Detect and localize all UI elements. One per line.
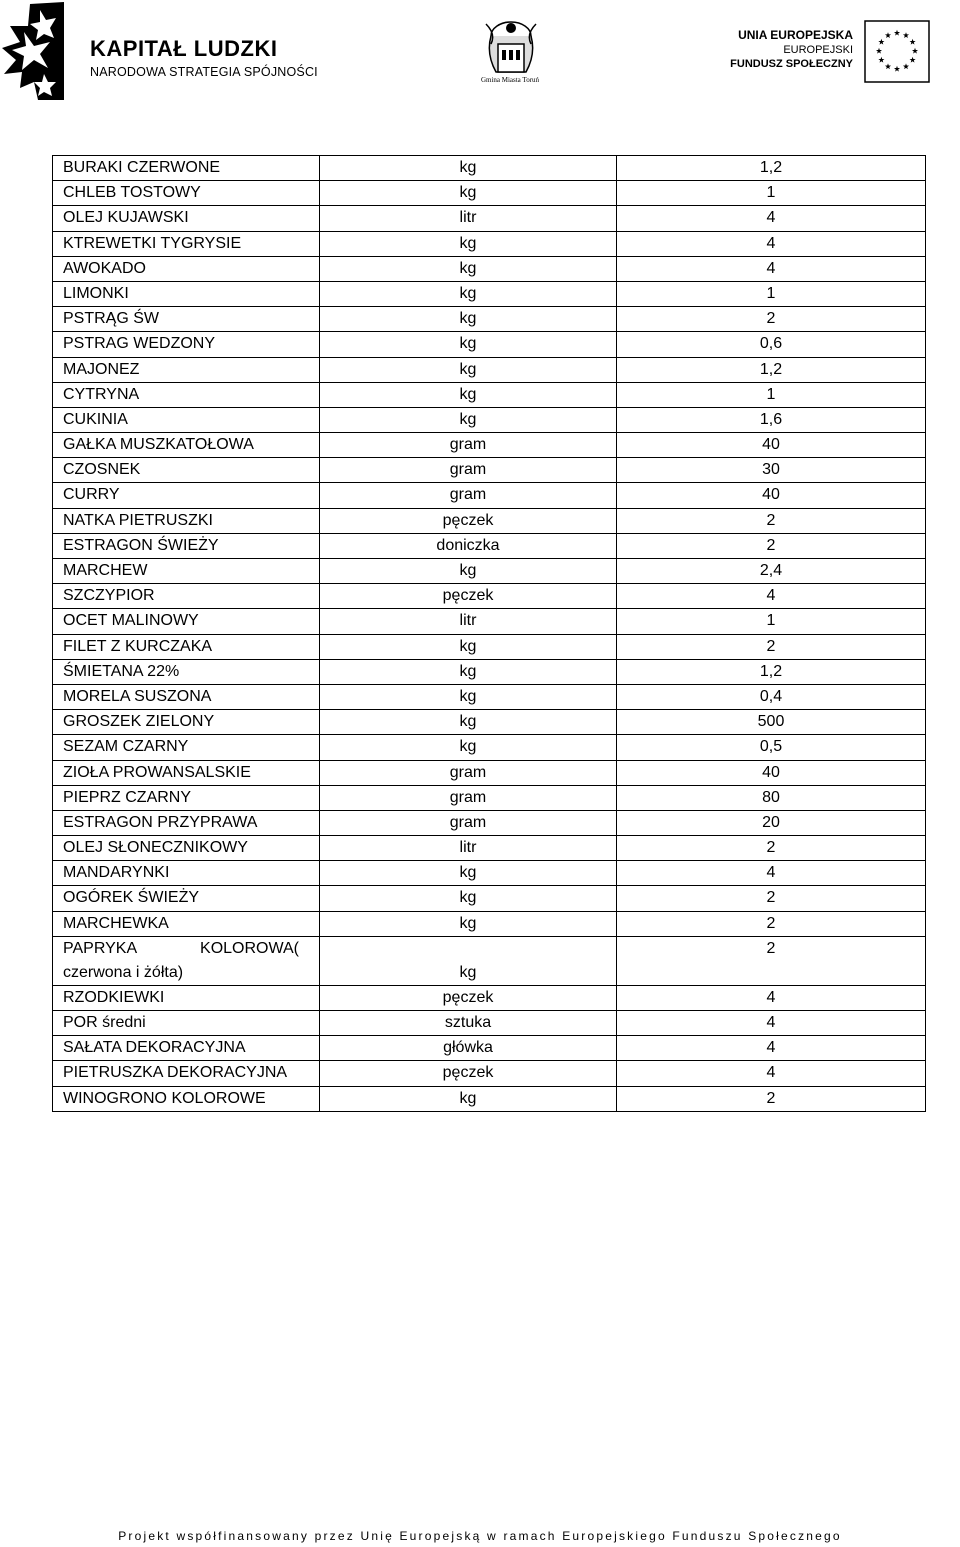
kapital-ludzki-emblem-icon (0, 2, 90, 102)
table-row (53, 407, 926, 432)
item-unit-cell: gram (320, 458, 617, 483)
table-row (53, 307, 926, 332)
item-name-cell: ESTRAGON PRZYPRAWA (53, 810, 320, 835)
item-qty-cell: 0,5 (617, 735, 926, 760)
item-unit-cell: kg (320, 886, 617, 911)
item-qty-cell: 1,2 (617, 659, 926, 684)
table-row (53, 508, 926, 533)
table-row (53, 760, 926, 785)
item-unit-cell: kg (320, 382, 617, 407)
item-name-cell: MAJONEZ (53, 357, 320, 382)
item-name-cell: AWOKADO (53, 256, 320, 281)
item-qty-cell: 2 (617, 634, 926, 659)
item-qty-cell: 2,4 (617, 559, 926, 584)
item-qty-cell: 4 (617, 985, 926, 1010)
item-name-cell: MARCHEW (53, 559, 320, 584)
item-name-cell: KTREWETKI TYGRYSIE (53, 231, 320, 256)
kapital-ludzki-subtitle: NARODOWA STRATEGIA SPÓJNOŚCI (90, 65, 318, 79)
table-row (53, 936, 926, 985)
item-qty-cell: 2 (617, 936, 926, 985)
item-unit-cell: kg (320, 156, 617, 181)
item-name-cell: GAŁKA MUSZKATOŁOWA (53, 433, 320, 458)
table-row (53, 332, 926, 357)
item-qty-cell: 2 (617, 533, 926, 558)
item-qty-cell: 4 (617, 1036, 926, 1061)
item-name-cell: MANDARYNKI (53, 861, 320, 886)
item-unit-cell: kg (320, 407, 617, 432)
item-unit-cell: pęczek (320, 985, 617, 1010)
item-qty-cell: 1,2 (617, 156, 926, 181)
item-unit-cell: litr (320, 836, 617, 861)
item-qty-cell: 2 (617, 836, 926, 861)
table-row (53, 256, 926, 281)
item-name-cell: CURRY (53, 483, 320, 508)
item-name: PAPRYKA KOLOROWA( (63, 939, 299, 957)
table-row (53, 911, 926, 936)
table-row (53, 785, 926, 810)
table-row (53, 559, 926, 584)
item-unit-cell: kg (320, 710, 617, 735)
item-name-cell: CYTRYNA (53, 382, 320, 407)
item-qty-cell: 1 (617, 382, 926, 407)
item-qty-cell: 30 (617, 458, 926, 483)
item-qty-cell: 500 (617, 710, 926, 735)
item-qty-cell: 0,6 (617, 332, 926, 357)
table-row (53, 1061, 926, 1086)
table-row (53, 156, 926, 181)
kapital-ludzki-title: KAPITAŁ LUDZKI (90, 36, 278, 61)
item-unit-cell: gram (320, 483, 617, 508)
item-unit-cell: główka (320, 1036, 617, 1061)
item-qty-cell: 4 (617, 206, 926, 231)
item-name-cell: RZODKIEWKI (53, 985, 320, 1010)
item-name-cell: MARCHEWKA (53, 911, 320, 936)
item-name-cell: SZCZYPIOR (53, 584, 320, 609)
item-name-cell: MORELA SUSZONA (53, 684, 320, 709)
item-name-cell: POR średni (53, 1011, 320, 1036)
item-name-cell (53, 936, 320, 985)
footer-note: Projekt współfinansowany przez Unię Europejską w ramach Europejskiego Funduszu Społecznego (118, 1529, 842, 1543)
item-qty-cell: 4 (617, 1061, 926, 1086)
item-unit-cell: kg (320, 332, 617, 357)
item-unit-cell: kg (320, 559, 617, 584)
table-row (53, 634, 926, 659)
table-row (53, 357, 926, 382)
table-row (53, 1011, 926, 1036)
item-qty-cell: 2 (617, 886, 926, 911)
item-qty-cell: 0,4 (617, 684, 926, 709)
table-row (53, 886, 926, 911)
item-unit-cell: kg (320, 911, 617, 936)
item-unit-cell: sztuka (320, 1011, 617, 1036)
table-row (53, 810, 926, 835)
item-name-cell: SEZAM CZARNY (53, 735, 320, 760)
table-row (53, 609, 926, 634)
item-qty-cell: 4 (617, 256, 926, 281)
item-unit-cell: doniczka (320, 533, 617, 558)
item-unit-cell: gram (320, 810, 617, 835)
item-qty-cell: 40 (617, 433, 926, 458)
item-unit-cell: litr (320, 609, 617, 634)
item-unit-cell: kg (320, 307, 617, 332)
item-unit-cell: kg (320, 735, 617, 760)
table-row (53, 206, 926, 231)
item-name-cell: ESTRAGON ŚWIEŻY (53, 533, 320, 558)
table-row (53, 483, 926, 508)
table-row (53, 735, 926, 760)
page-header (0, 0, 960, 110)
eu-line-3: FUNDUSZ SPOŁECZNY (730, 58, 853, 70)
item-qty-cell: 4 (617, 861, 926, 886)
item-qty-cell: 4 (617, 231, 926, 256)
table-row (53, 533, 926, 558)
eu-line-2: EUROPEJSKI (783, 44, 853, 56)
table-row (53, 584, 926, 609)
item-name-cell: OGÓREK ŚWIEŻY (53, 886, 320, 911)
item-qty-cell: 2 (617, 1086, 926, 1111)
item-qty-cell: 4 (617, 584, 926, 609)
item-qty-cell: 40 (617, 760, 926, 785)
item-name-cell: SAŁATA DEKORACYJNA (53, 1036, 320, 1061)
item-name-cell: WINOGRONO KOLOROWE (53, 1086, 320, 1111)
table-row (53, 861, 926, 886)
table-row (53, 710, 926, 735)
item-qty-cell: 1,6 (617, 407, 926, 432)
item-name-cell: OLEJ SŁONECZNIKOWY (53, 836, 320, 861)
item-name-cell: FILET Z KURCZAKA (53, 634, 320, 659)
item-qty-cell: 80 (617, 785, 926, 810)
item-name-cell: ŚMIETANA 22% (53, 659, 320, 684)
item-name-cell: ZIOŁA PROWANSALSKIE (53, 760, 320, 785)
item-unit-cell: gram (320, 785, 617, 810)
item-name-cell: NATKA PIETRUSZKI (53, 508, 320, 533)
item-qty-cell: 2 (617, 307, 926, 332)
item-unit-cell: kg (320, 634, 617, 659)
item-qty-cell: 2 (617, 911, 926, 936)
table-row (53, 1086, 926, 1111)
item-name-cell: GROSZEK ZIELONY (53, 710, 320, 735)
item-unit-cell: litr (320, 206, 617, 231)
item-qty-cell: 20 (617, 810, 926, 835)
item-unit-cell: kg (320, 684, 617, 709)
item-name-cell: PSTRĄG ŚW (53, 307, 320, 332)
table-row (53, 231, 926, 256)
item-unit-cell: kg (320, 861, 617, 886)
item-unit-cell: gram (320, 433, 617, 458)
item-unit-cell: pęczek (320, 584, 617, 609)
eu-logo-text (728, 28, 853, 71)
item-qty-cell: 1 (617, 181, 926, 206)
item-unit-cell: gram (320, 760, 617, 785)
item-qty-cell: 2 (617, 508, 926, 533)
item-unit-cell: kg (320, 256, 617, 281)
item-name-cell: CZOSNEK (53, 458, 320, 483)
ingredients-table (52, 155, 926, 1112)
item-unit-cell: kg (320, 231, 617, 256)
item-name-cell: BURAKI CZERWONE (53, 156, 320, 181)
item-qty-cell: 4 (617, 1011, 926, 1036)
table-row (53, 1036, 926, 1061)
table-row (53, 181, 926, 206)
item-name-cell: CUKINIA (53, 407, 320, 432)
table-row (53, 458, 926, 483)
table-row (53, 659, 926, 684)
table-row (53, 985, 926, 1010)
kapital-ludzki-logo (0, 2, 320, 102)
item-unit-cell: pęczek (320, 1061, 617, 1086)
item-unit-cell: pęczek (320, 508, 617, 533)
item-qty-cell: 40 (617, 483, 926, 508)
item-unit-cell: kg (320, 181, 617, 206)
item-name-cell: PSTRAG WEDZONY (53, 332, 320, 357)
item-qty-cell: 1,2 (617, 357, 926, 382)
item-name-cell: CHLEB TOSTOWY (53, 181, 320, 206)
item-unit-cell: kg (320, 281, 617, 306)
table-row (53, 836, 926, 861)
item-qty-cell: 1 (617, 281, 926, 306)
table-row (53, 433, 926, 458)
item-name-cell: OCET MALINOWY (53, 609, 320, 634)
item-unit-cell: kg (320, 659, 617, 684)
table-row (53, 281, 926, 306)
eu-flag-icon (864, 20, 930, 83)
item-unit-cell: kg (320, 1086, 617, 1111)
item-qty-cell: 1 (617, 609, 926, 634)
item-name-line2: czerwona i żółta) (63, 963, 184, 981)
item-name-cell: OLEJ KUJAWSKI (53, 206, 320, 231)
crest-caption: Gmina Miasta Toruń (480, 76, 540, 84)
table-row (53, 684, 926, 709)
eu-line-1: UNIA EUROPEJSKA (738, 28, 853, 42)
table-row (53, 382, 926, 407)
item-name-cell: PIEPRZ CZARNY (53, 785, 320, 810)
item-name-cell: PIETRUSZKA DEKORACYJNA (53, 1061, 320, 1086)
item-unit-cell: kg (320, 357, 617, 382)
item-name-cell: LIMONKI (53, 281, 320, 306)
item-unit-cell: kg (320, 936, 617, 985)
